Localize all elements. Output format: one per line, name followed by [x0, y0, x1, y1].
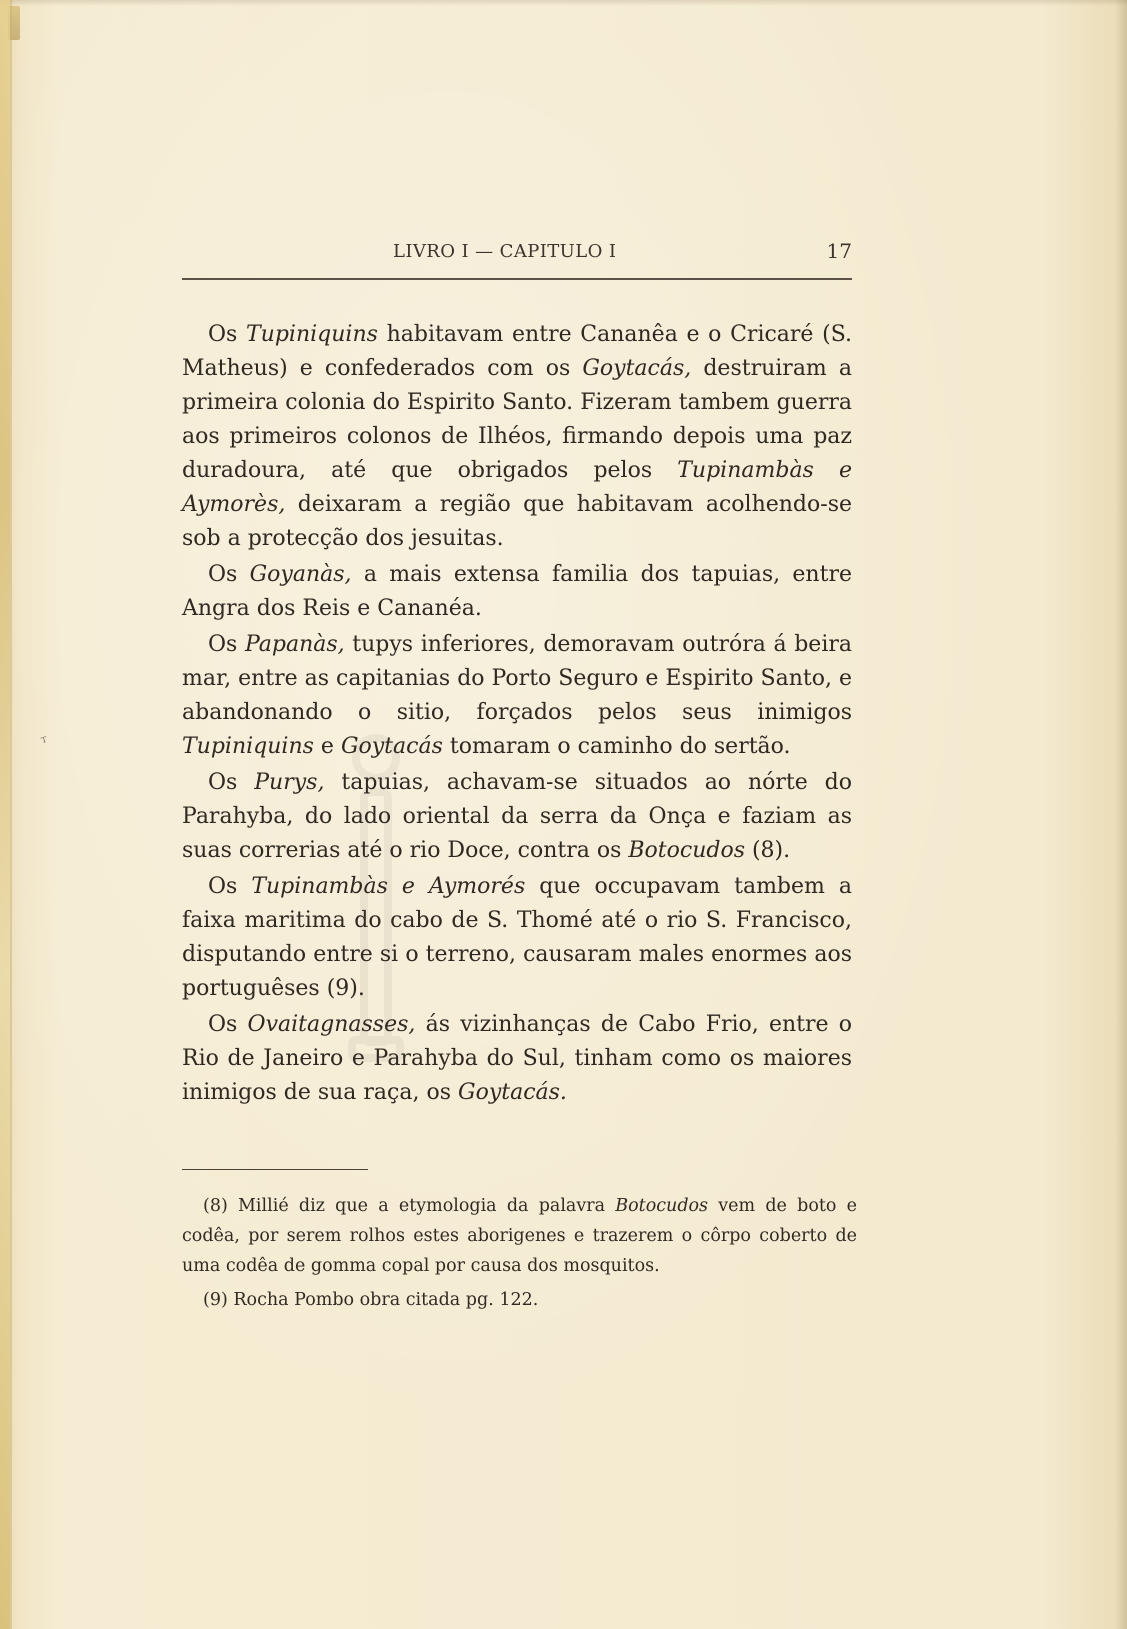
paragraph-ovaitagnasses [182, 1008, 852, 1110]
paragraph-papanas [182, 628, 852, 764]
paragraph-emphasis: Papanàs, [244, 632, 345, 657]
footnote-text: vem de boto e codêa, por serem rolhos estes aborigenes e trazerem o côrpo coberto de uma codêa de gomma copal por causa dos mosquitos. [182, 1196, 857, 1276]
paragraph-emphasis: Tupiniquins [182, 734, 314, 759]
top-shadow [0, 0, 1127, 6]
paragraph-emphasis: Goyanàs, [249, 562, 352, 587]
paragraph-text: que occupavam tambem a faixa maritima do cabo de S. Thomé até o rio S. Francisco, disputando entre si o terreno, causaram males enormes aos portuguêses (9). [182, 874, 852, 1001]
paragraph-text: Os [208, 632, 245, 657]
paragraph-emphasis: Tupinambàs e Aymorés [251, 874, 526, 899]
paragraph-text: tomaram o caminho do sertão. [442, 734, 791, 759]
paragraph-tupiniquins [182, 318, 852, 556]
paragraph-text: habitavam entre Cananêa e o Cricaré (S. Matheus) e confederados com os [182, 322, 852, 381]
paragraph-emphasis: Botocudos [628, 838, 745, 863]
paragraph-text: ás vizinhanças de Cabo Frio, entre o Rio de Janeiro e Parahyba do Sul, tinham como os maiores inimigos de sua raça, os [182, 1012, 852, 1105]
margin-mark: ᵀ [39, 734, 50, 752]
paragraph-text: Os [208, 1012, 248, 1037]
paragraph-text: e [313, 734, 341, 759]
paragraph-text: deixaram a região que habitavam acolhendo-se sob a protecção dos jesuitas. [182, 492, 852, 551]
paragraph-text: Os [208, 322, 246, 347]
paragraph-text: Os [208, 874, 252, 899]
page-right-edge [1115, 0, 1127, 1629]
page-header [182, 237, 852, 267]
paragraph-emphasis: Goytacás, [582, 356, 692, 381]
footnotes [182, 1191, 857, 1315]
footnote-text: (8) Millié diz que a etymologia da palavra [203, 1196, 616, 1216]
paragraph-emphasis: Purys, [254, 770, 325, 795]
paragraph-text: a mais extensa familia dos tapuias, entre Angra dos Reis e Cananéa. [182, 562, 852, 621]
paragraph-emphasis: Tupiniquins [246, 322, 378, 347]
paragraph-text: tupys inferiores, demoravam outróra á beira mar, entre as capitanias do Porto Seguro e Espirito Santo, e abandonando o sitio, forçados pelos seus inimigos [182, 632, 852, 725]
page-left-edge [0, 0, 10, 1629]
footnote-8 [182, 1191, 857, 1281]
paragraph-emphasis: Ovaitagnasses, [247, 1012, 416, 1037]
footnote-rule [182, 1169, 368, 1170]
paragraph-text: (8). [744, 838, 791, 863]
paragraph-text: destruiram a primeira colonia do Espirito Santo. Fizeram tambem guerra aos primeiros colonos de Ilhéos, firmando depois uma paz duradoura, até que obrigados pelos [182, 356, 852, 483]
header-rule [182, 278, 852, 280]
paragraph-emphasis: Tupinambàs e Aymorès, [182, 458, 852, 517]
paragraph-tupinambas [182, 870, 852, 1006]
paragraph-text: tapuias, achavam-se situados ao nórte do Parahyba, do lado oriental da serra da Onça e faziam as suas correrias até o rio Doce, contra os [182, 770, 852, 863]
paragraph-purys [182, 766, 852, 868]
page-number: 17 [826, 239, 852, 263]
running-title: LIVRO I — CAPITULO I [393, 241, 617, 262]
footnote-9: (9) Rocha Pombo obra citada pg. 122. [203, 1290, 539, 1310]
footnote-emphasis: Botocudos [615, 1196, 709, 1216]
paragraph-text: Os [208, 770, 255, 795]
page-spine-shadow [10, 0, 12, 1629]
paragraph-goyanas [182, 558, 852, 626]
paragraph-emphasis: Goytacás [340, 734, 443, 759]
paragraph-text: Os [208, 562, 250, 587]
main-text [182, 318, 852, 1110]
paragraph-emphasis: Goytacás. [458, 1080, 567, 1105]
